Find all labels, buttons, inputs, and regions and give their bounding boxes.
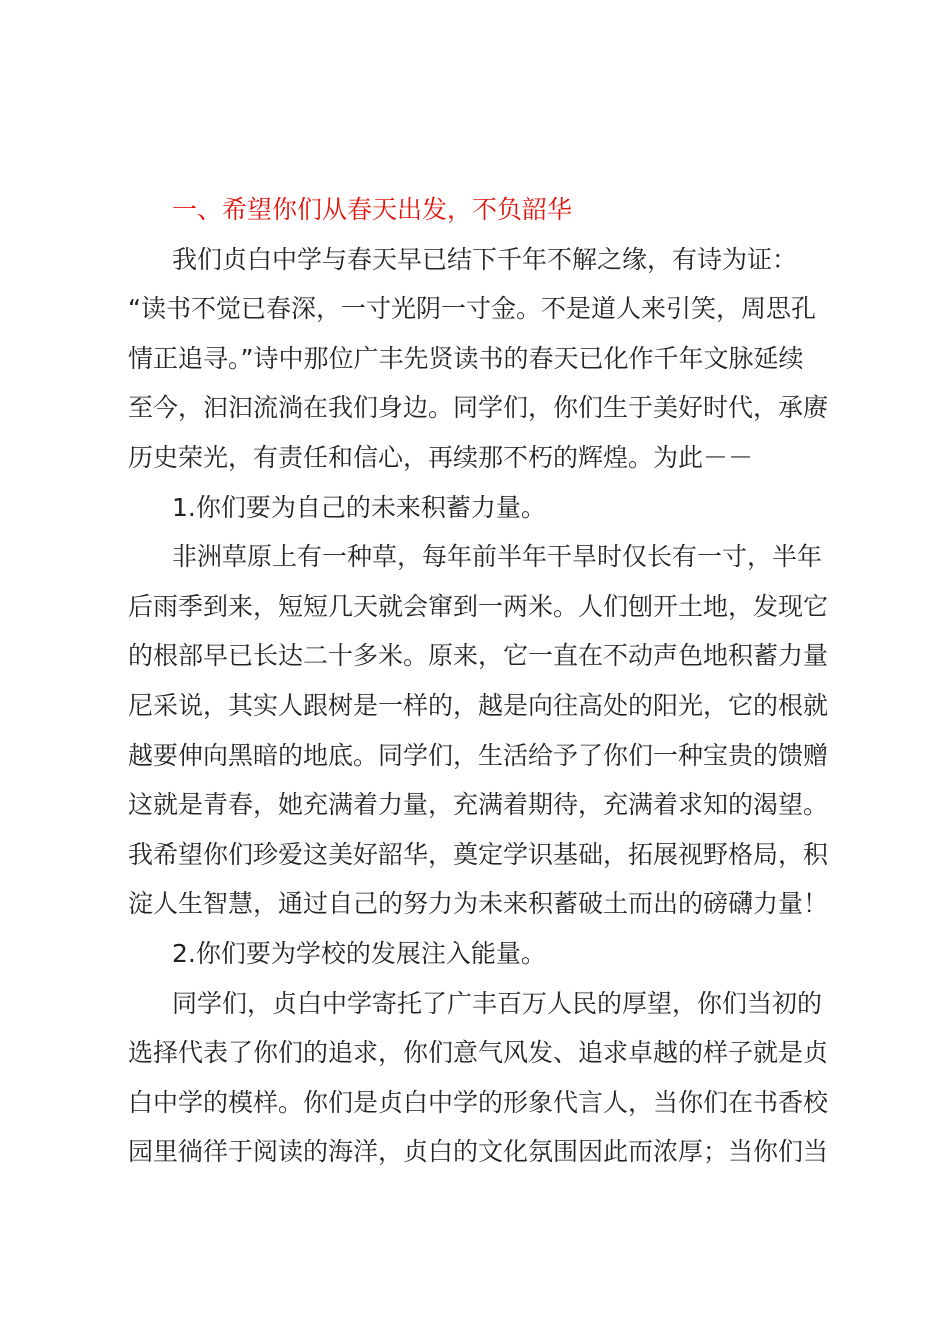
text-line: 淀人生智慧，通过自己的努力为未来积蓄破土而出的磅礴力量！ (128, 889, 829, 919)
text-line: 选择代表了你们的追求，你们意气风发、追求卓越的样子就是贞 (128, 1038, 829, 1068)
document-body (128, 185, 850, 1177)
text-line: 我希望你们珍爱这美好韶华，奠定学识基础，拓展视野格局，积 (128, 839, 829, 869)
text-line: 园里徜徉于阅读的海洋，贞白的文化氛围因此而浓厚；当你们当 (128, 1137, 829, 1167)
text-line: 的根部早已长达二十多米。原来，它一直在不动声色地积蓄力量 (128, 641, 829, 671)
text-line: 这就是青春，她充满着力量，充满着期待，充满着求知的渴望。 (128, 790, 829, 820)
list-item-1 (128, 483, 850, 533)
text-line: 历史荣光，有责任和信心，再续那不朽的辉煌。为此－－ (128, 442, 754, 472)
text-line: 同学们，贞白中学寄托了广丰百万人民的厚望，你们当初的 (172, 988, 823, 1018)
text-line: 至今，汩汩流淌在我们身边。同学们，你们生于美好时代，承赓 (128, 393, 829, 423)
text-line: 2.你们要为学校的发展注入能量。 (172, 938, 546, 968)
paragraph-school (128, 979, 850, 1177)
text-line: 白中学的模样。你们是贞白中学的形象代言人，当你们在书香校 (128, 1087, 829, 1117)
text-line: 1.你们要为自己的未来积蓄力量。 (172, 492, 546, 522)
section-heading: 一、希望你们从春天出发，不负韶华 (172, 195, 573, 224)
text-line: 非洲草原上有一种草，每年前半年干旱时仅长有一寸，半年 (172, 542, 823, 572)
list-item-2 (128, 929, 850, 979)
paragraph-intro (128, 235, 850, 483)
text-line: 情正追寻。”诗中那位广丰先贤读书的春天已化作千年文脉延续 (128, 343, 804, 373)
text-line: “读书不觉已春深，一寸光阴一寸金。不是道人来引笑，周思孔 (128, 294, 816, 324)
paragraph-grass (128, 532, 850, 929)
text-line: 我们贞白中学与春天早已结下千年不解之缘，有诗为证： (172, 244, 798, 274)
text-line: 尼采说，其实人跟树是一样的，越是向往高处的阳光，它的根就 (128, 690, 829, 720)
text-line: 越要伸向黑暗的地底。同学们，生活给予了你们一种宝贵的馈赠 (128, 740, 829, 770)
text-line: 后雨季到来，短短几天就会窜到一两米。人们刨开土地，发现它 (128, 591, 829, 621)
